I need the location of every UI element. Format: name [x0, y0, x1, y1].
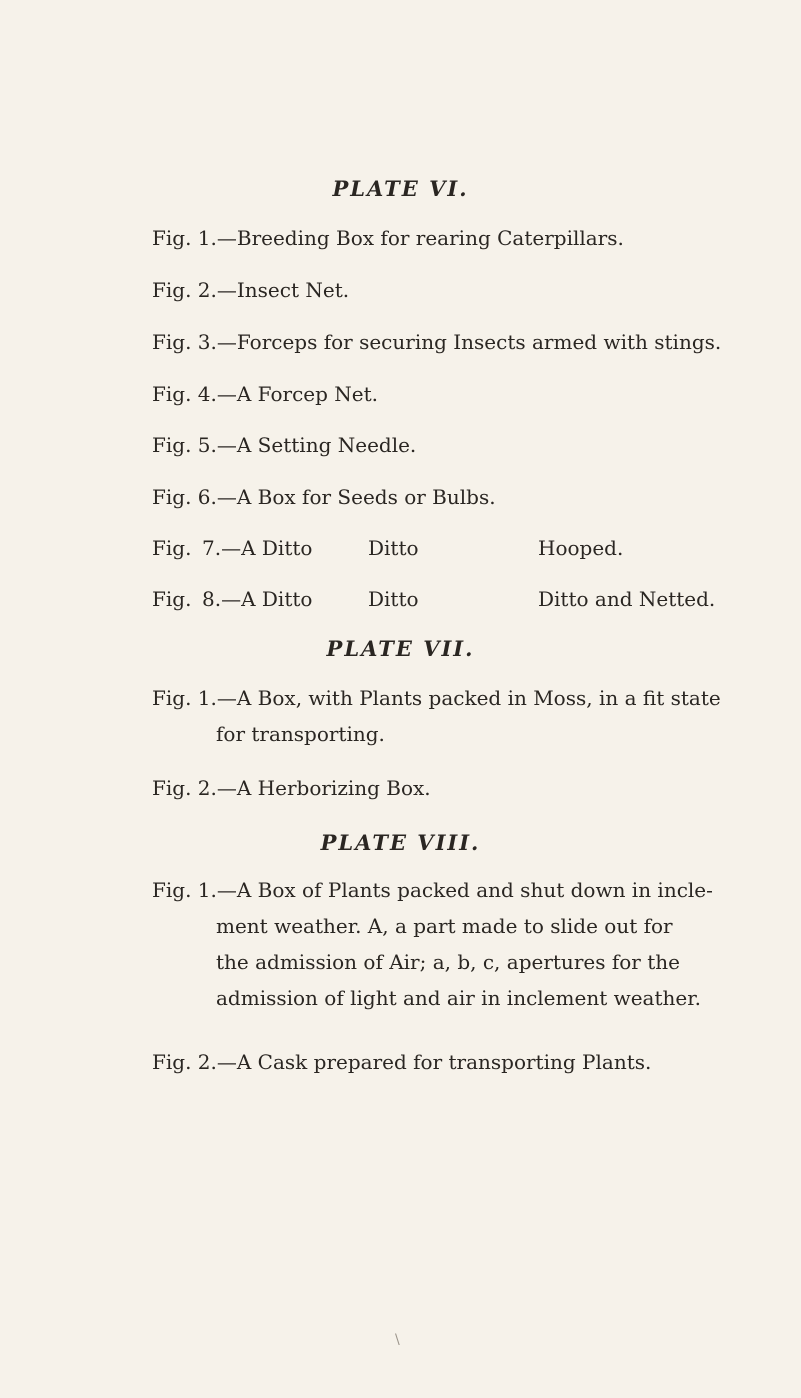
plate-vi-fig-2	[152, 278, 349, 302]
plate-vi-fig-7-label: Fig.	[152, 536, 192, 560]
plate-vii-title: PLATE VII.	[326, 636, 475, 661]
plate-vii-fig-2	[152, 776, 431, 800]
fig-caption: 2.—A Herborizing Box.	[197, 776, 431, 800]
caption-line	[152, 680, 797, 716]
caption-line	[152, 944, 797, 980]
plate-vi-fig-5	[152, 433, 416, 457]
plate-vi-fig-8-col-b: Ditto	[368, 587, 419, 611]
fig-caption: 5.—A Setting Needle.	[197, 433, 417, 457]
fig-caption-continued: for transporting.	[216, 722, 385, 746]
fig-caption-continued: ment weather. A, a part made to slide out for	[216, 914, 673, 938]
plate-vi-fig-7-col-b: Ditto	[368, 536, 419, 560]
plate-vi-fig-4	[152, 382, 378, 406]
paper-speck: \	[395, 1332, 400, 1348]
plate-vi-fig-8-col-c: Ditto and Netted.	[538, 587, 716, 611]
fig-caption: 1.—Breeding Box for rearing Caterpillars.	[197, 226, 624, 250]
plate-vi-fig-6	[152, 485, 496, 509]
plate-vi-fig-8-label: Fig.	[152, 587, 192, 611]
fig-label: Fig.	[152, 226, 192, 250]
fig-label: Fig.	[152, 485, 192, 509]
fig-label: Fig.	[152, 878, 192, 902]
plate-vi-title: PLATE VI.	[332, 176, 469, 201]
fig-label: Fig.	[152, 1050, 192, 1074]
plate-vi-fig-7-col-c: Hooped.	[538, 536, 624, 560]
plate-vi-fig-7-col-a: 7.—A Ditto	[202, 536, 313, 560]
fig-label: Fig.	[152, 382, 192, 406]
fig-label: Fig.	[152, 433, 192, 457]
fig-caption: 2.—Insect Net.	[197, 278, 350, 302]
fig-label: Fig.	[152, 278, 192, 302]
plate-vi-fig-8-col-a: 8.—A Ditto	[202, 587, 313, 611]
fig-caption-continued: the admission of Air; a, b, c, apertures for the	[216, 950, 680, 974]
fig-label: Fig.	[152, 776, 192, 800]
plate-vi-fig-3	[152, 330, 721, 354]
plate-vii-fig-1	[152, 680, 797, 752]
fig-caption: 4.—A Forcep Net.	[197, 382, 378, 406]
fig-caption: 1.—A Box, with Plants packed in Moss, in a fit state	[197, 686, 721, 710]
plate-viii-fig-2	[152, 1050, 651, 1074]
caption-line	[152, 872, 797, 908]
caption-line	[152, 980, 797, 1016]
fig-caption: 2.—A Cask prepared for transporting Plants.	[197, 1050, 652, 1074]
fig-label: Fig.	[152, 686, 192, 710]
caption-line	[152, 908, 797, 944]
fig-caption: 1.—A Box of Plants packed and shut down in incle-	[197, 878, 713, 902]
fig-label: Fig.	[152, 330, 192, 354]
fig-caption-continued: admission of light and air in inclement weather.	[216, 986, 701, 1010]
fig-caption: 3.—Forceps for securing Insects armed with stings.	[197, 330, 722, 354]
caption-line	[152, 716, 797, 752]
plate-viii-title: PLATE VIII.	[320, 830, 481, 855]
fig-caption: 6.—A Box for Seeds or Bulbs.	[197, 485, 496, 509]
plate-vi-fig-1	[152, 226, 624, 250]
plate-viii-fig-1	[152, 872, 797, 1016]
